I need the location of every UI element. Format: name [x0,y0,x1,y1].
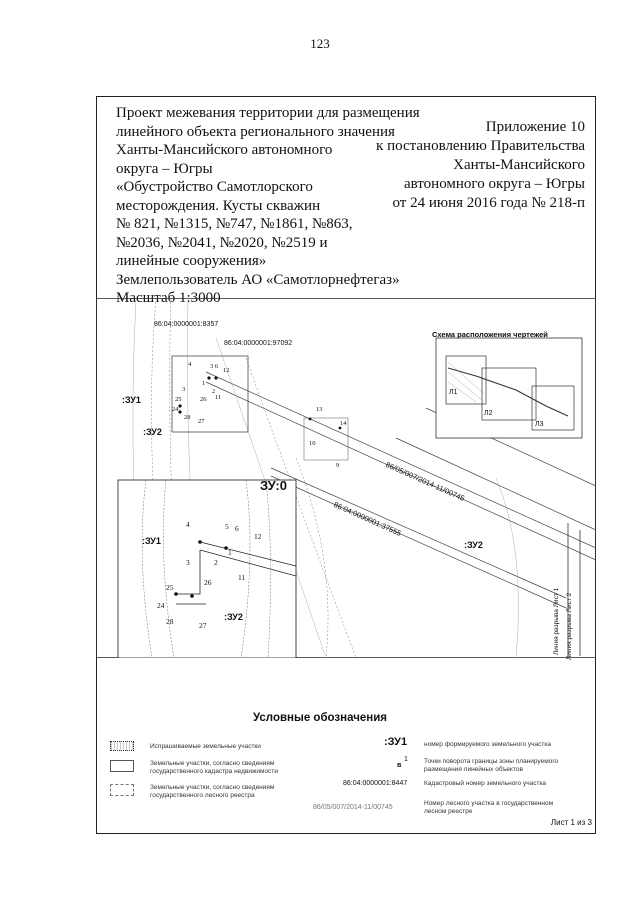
project-line: месторождения. Кусты скважин [116,197,321,214]
legend-text: Точки поворота границы зоны планируемого размещения линейных объектов [424,758,559,773]
legend-symbol-cadastre [110,760,134,772]
point-num: 13 [316,406,323,413]
legend-zu1-symbol: :ЗУ1 [384,736,408,748]
project-line: «Обустройство Самотлорского [116,179,313,195]
project-line: Ханты-Мансийского автономного [116,142,333,158]
legend-forest-symbol: 86/05/007/2014-11/00745 [313,804,393,811]
point-num-zoom: 4 [186,520,190,529]
point-num: 10 [309,440,316,447]
zoom-fragment-label: ЗУ:0 [260,478,287,493]
legend-title: Условные обозначения [252,712,387,724]
cadastral-label-37555: 86:04:0000001:37555 [332,500,403,538]
zu1-label-zoom: :ЗУ1 [142,536,161,546]
project-line: линейные сооружения» [116,253,267,269]
point-num-zoom: 27 [199,621,207,630]
legend-symbol-requested [110,741,134,751]
break-line-label-2: Линия разрыва Лист 2 [566,592,573,660]
legend-text: Земельные участки, согласно сведениям государственного лесного реестра [150,784,275,799]
legend-symbol-forest [110,784,134,796]
point-num: 1 [202,380,206,387]
sheet-label-l3: Л3 [535,421,544,428]
zu2-label-zoom: :ЗУ2 [224,612,243,622]
scheme-title: Схема расположения чертежей [432,330,548,339]
break-line-label-1: Линия разрыва Лист 1 [553,587,560,655]
legend-point-symbol: 1 [404,756,408,763]
appendix-line: Ханты-Мансийского [453,157,585,173]
legend-text: номер формируемого земельного участка [424,741,551,748]
legend-text: Испрашиваемые земельные участки [150,743,261,750]
sheet-label-l2: Л2 [484,410,493,417]
sheet-label-l1: Л1 [449,389,458,396]
appendix-line: Приложение 10 [485,119,585,135]
forest-plot-label: 86/05/007/2014-11/00745 [384,460,466,503]
point-num-zoom: 12 [254,532,262,541]
point-num: 27 [198,418,205,425]
survey-map [96,298,596,658]
project-line: Землепользователь АО «Самотлорнефтегаз» [116,271,400,288]
point-num-zoom: 28 [166,617,174,626]
point-num-zoom: 1 [228,548,232,557]
point-num: 12 [223,367,230,374]
point-num-zoom: 11 [238,573,246,582]
point-num-zoom: 24 [157,601,165,610]
sheet-number: Лист 1 из 3 [550,818,592,827]
appendix-line: автономного округа – Югры [403,176,585,192]
cadastral-label-97092: 86:04:0000001:97092 [224,340,293,347]
point-num: 26 [200,396,207,403]
appendix-line: от 24 июня 2016 года № 218-п [392,195,585,211]
legend-point-letter: в [397,762,402,769]
appendix-block [355,118,585,213]
legend-text: Земельные участки, согласно сведениям государственного кадастра недвижимости [150,760,278,775]
appendix-line: к постановлению Правительства [376,138,585,154]
point-num: 4 [188,361,192,368]
point-num: 28 [184,414,191,421]
project-line: №2036, №2041, №2020, №2519 и [116,234,328,251]
point-num: 3 6 [210,363,219,370]
point-num-zoom: 2 [214,558,218,567]
project-line: округа – Югры [116,160,213,177]
point-num-zoom: 25 [166,583,174,592]
point-num: 11 [215,394,222,401]
point-num-zoom: 3 [186,558,190,567]
legend-text: Кадастровый номер земельного участка [424,780,547,787]
point-num: 3 [182,386,186,393]
page-number: 123 [310,36,330,51]
point-num-zoom: 26 [204,578,212,587]
zu2-label-main: :ЗУ2 [143,427,162,437]
project-line: № 821, №1315, №747, №1861, №863, [116,216,353,232]
point-num: 14 [340,420,347,427]
zu1-label-main: :ЗУ1 [122,395,141,405]
project-line: Масштаб 1:3000 [116,290,221,306]
point-num-zoom: 5 [225,522,229,531]
point-num: 24 [172,406,179,413]
point-num-zoom: 6 [235,524,239,533]
point-num: 9 [336,462,340,469]
zu2-label-road: :ЗУ2 [464,540,483,550]
project-line: линейного объекта регионального значения [116,123,395,140]
project-line: Проект межевания территории для размещения [116,105,420,121]
legend-cadastral-symbol: 86:04:0000001:8447 [343,780,408,787]
cadastral-label-8357: 86:04:0000001:8357 [154,321,219,328]
legend-text: Номер лесного участка в государственном лесном реестре [424,800,554,815]
point-num: 25 [175,396,182,403]
point-num: 2 [212,388,216,395]
